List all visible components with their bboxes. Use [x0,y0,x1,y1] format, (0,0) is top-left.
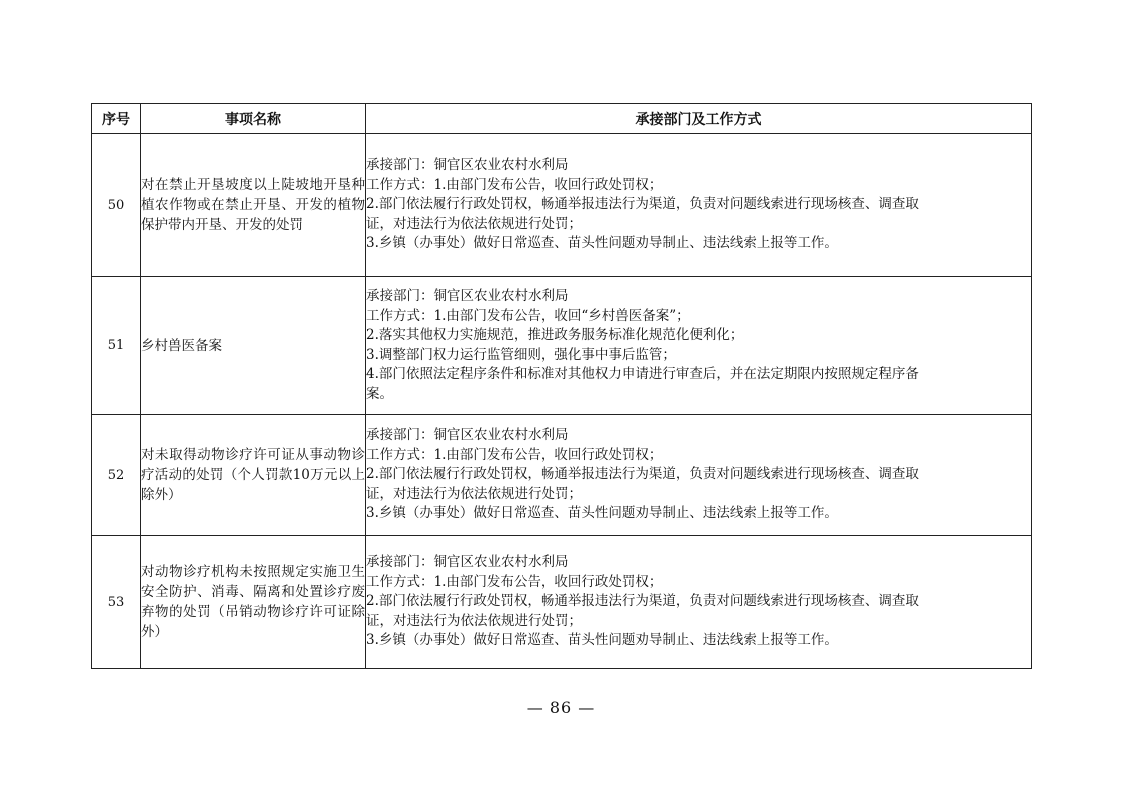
table-row [92,277,1032,415]
dept-line: 证，对违法行为依法依规进行处罚； [366,612,582,629]
row-seq: 50 [92,134,141,277]
row-name: 对未取得动物诊疗许可证从事动物诊疗活动的处罚（个人罚款10万元以上除外） [141,415,366,536]
dept-line: 2.部门依法履行行政处罚权，畅通举报违法行为渠道，负责对问题线索进行现场核查、调查取 [366,466,919,483]
dept-line: 工作方式：1.由部门发布公告，收回行政处罚权； [366,176,663,193]
dept-line: 2.落实其他权力实施规范，推进政务服务标准化规范化便利化； [366,327,744,343]
table-row [92,134,1032,277]
dept-line: 4.部门依照法定程序条件和标准对其他权力申请进行审查后，并在法定期限内按照规定程序备 [366,366,919,382]
header-name: 事项名称 [141,104,366,134]
table-header-row [92,104,1032,134]
row-dept [366,134,1032,277]
dept-line: 证，对违法行为依法依规进行处罚； [366,215,582,232]
row-dept [366,536,1032,669]
header-seq: 序号 [92,104,141,134]
header-dept: 承接部门及工作方式 [366,104,1032,134]
dept-line: 2.部门依法履行行政处罚权，畅通举报违法行为渠道，负责对问题线索进行现场核查、调查取 [366,196,919,213]
dept-line: 案。 [366,385,393,402]
page-number: — 86 — [526,698,596,717]
dept-line: 3.乡镇（办事处）做好日常巡查、苗头性问题劝导制止、违法线索上报等工作。 [366,235,838,252]
table-row [92,415,1032,536]
dept-line: 承接部门：铜官区农业农村水利局 [366,427,569,444]
dept-line: 工作方式：1.由部门发布公告，收回行政处罚权； [366,573,663,590]
dept-line: 承接部门：铜官区农业农村水利局 [366,157,569,174]
row-seq: 53 [92,536,141,669]
dept-line: 工作方式：1.由部门发布公告，收回行政处罚权； [366,446,663,463]
dept-line: 3.乡镇（办事处）做好日常巡查、苗头性问题劝导制止、违法线索上报等工作。 [366,505,838,522]
row-name: 对动物诊疗机构未按照规定实施卫生安全防护、消毒、隔离和处置诊疗废弃物的处罚（吊销动物诊疗许可证除外） [141,536,366,669]
dept-line: 承接部门：铜官区农业农村水利局 [366,554,569,571]
row-dept [366,415,1032,536]
row-seq: 51 [92,277,141,415]
dept-line: 3.乡镇（办事处）做好日常巡查、苗头性问题劝导制止、违法线索上报等工作。 [366,632,838,649]
matters-table [91,103,1032,669]
row-name: 对在禁止开垦坡度以上陡坡地开垦种植农作物或在禁止开垦、开发的植物保护带内开垦、开发的处罚 [141,134,366,277]
dept-line: 工作方式：1.由部门发布公告，收回“乡村兽医备案”； [366,307,690,324]
row-seq: 52 [92,415,141,536]
dept-line: 承接部门：铜官区农业农村水利局 [366,288,569,304]
table-row [92,536,1032,669]
row-name: 乡村兽医备案 [141,277,366,415]
row-dept [366,277,1032,415]
dept-line: 2.部门依法履行行政处罚权，畅通举报违法行为渠道，负责对问题线索进行现场核查、调查取 [366,593,919,610]
dept-line: 3.调整部门权力运行监管细则，强化事中事后监管； [366,346,676,363]
dept-line: 证，对违法行为依法依规进行处罚； [366,485,582,502]
